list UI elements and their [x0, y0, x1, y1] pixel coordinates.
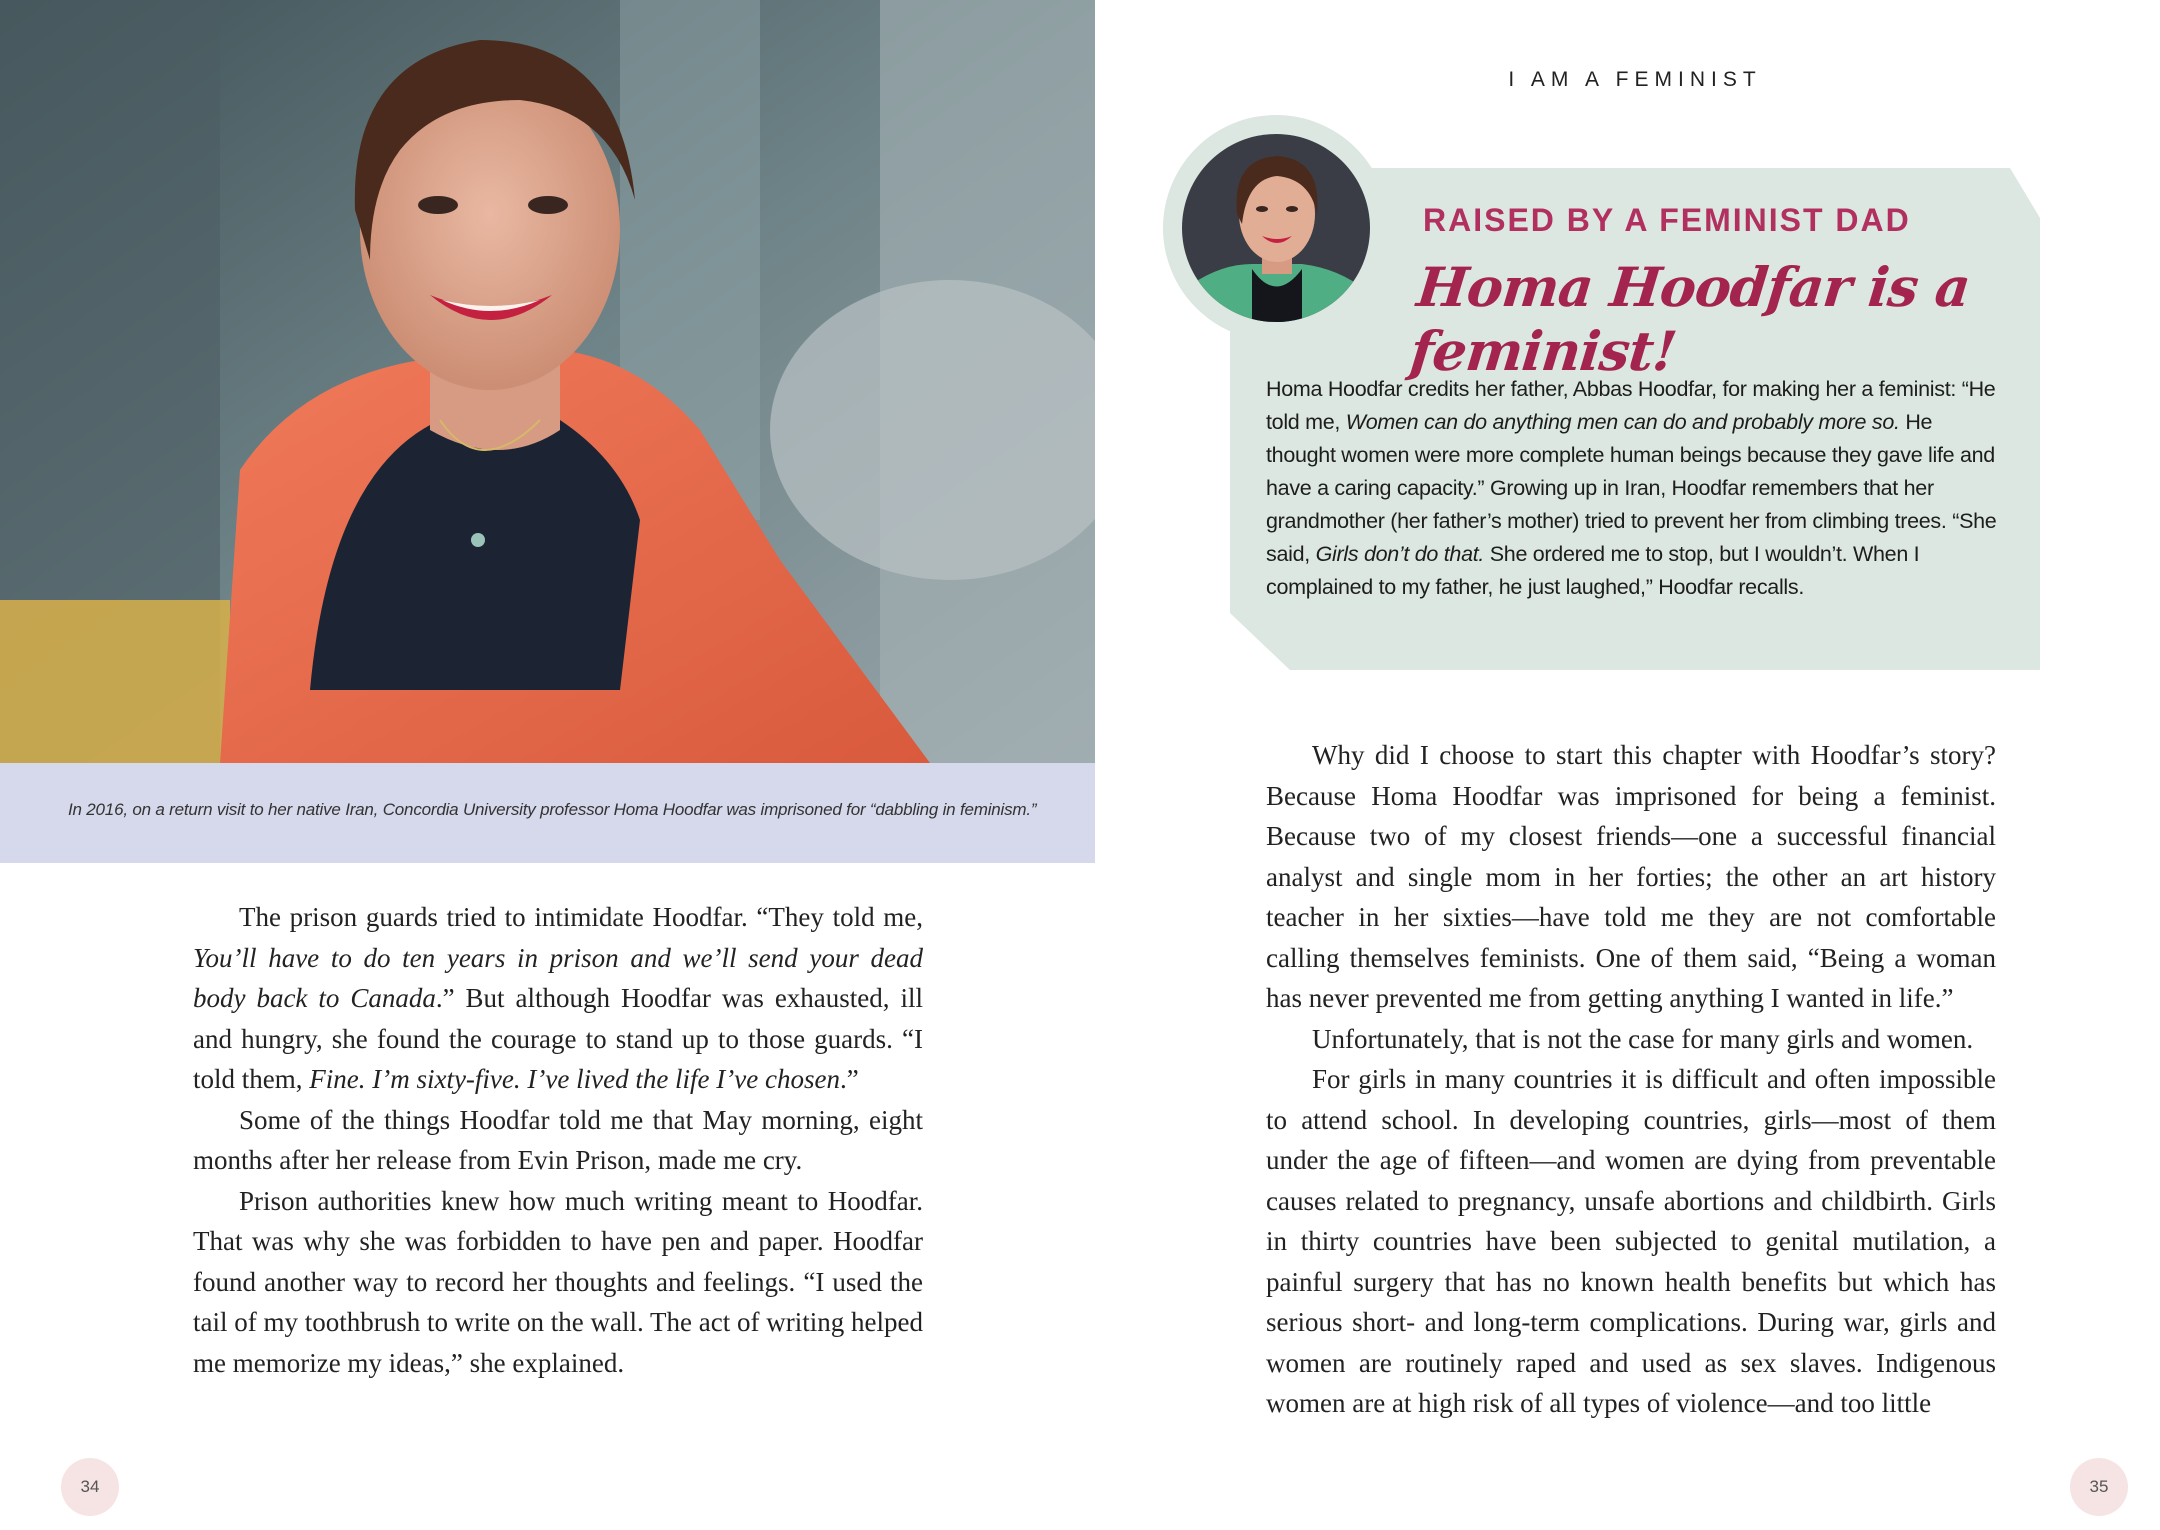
running-header: I AM A FEMINIST: [1508, 68, 1762, 91]
right-body-text: [1266, 735, 1996, 1424]
paragraph: Why did I choose to start this chapter with Hoodfar’s story? Because Homa Hoodfar was imprisoned for being a feminist. Because two of my closest friends—one a successful financial analyst and single mom in her forties; the other an art history teacher in her sixties—have told me they are not comfortable calling themselves feminists. One of them said, “Being a woman has never prevented me from getting anything I wanted in life.”: [1266, 740, 1996, 1013]
paragraph: For girls in many countries it is difficult and often impossible to attend school. In developing countries, girls—most of them under the age of fifteen—and women are dying from preventable causes related to pregnancy, unsafe abortions and childbirth. Girls in thirty countries have been subjected to genital mutilation, a painful surgery that has no known health benefits but which has serious short- and long-term complications. During war, girls and women are routinely raped and used as sex slaves. Indigenous women are at high risk of all types of violence—and too little: [1266, 1064, 1996, 1418]
page-number-left: 34: [61, 1458, 119, 1516]
left-body-text: [193, 897, 923, 1383]
sidebar-paragraph: Homa Hoodfar credits her father, Abbas Hoodfar, for making her a feminist: “He told me, Women can do anything men can do and probably more so. He thought women were more complete human beings because they gave life and have a caring capacity.” Growing up in Iran, Hoodfar remembers that her grandmother (her father’s mother) tried to prevent her from climbing trees. “She said, Girls don’t do that. She ordered me to stop, but I wouldn’t. When I complained to my father, he just laughed,” Hoodfar recalls.: [1266, 377, 1997, 599]
sidebar-title: Homa Hoodfar is a feminist!: [1407, 255, 1973, 383]
sidebar-body: [1266, 373, 2006, 604]
main-portrait-photo: [0, 0, 1095, 763]
portrait-illustration: [0, 0, 1095, 763]
paragraph: The prison guards tried to intimidate Hoodfar. “They told me, You’ll have to do ten years in prison and we’ll send your dead body back to Canada.” But although Hoodfar was exhausted, ill and hungry, she found the courage to stand up to those guards. “I told them, Fine. I’m sixty-five. I’ve lived the life I’ve chosen.”: [193, 902, 923, 1094]
sidebar-portrait-illustration: [1182, 134, 1370, 322]
sidebar-kicker: RAISED BY A FEMINIST DAD: [1423, 202, 1911, 238]
paragraph: Unfortunately, that is not the case for many girls and women.: [1312, 1023, 1974, 1054]
paragraph: Prison authorities knew how much writing meant to Hoodfar. That was why she was forbidden to have pen and paper. Hoodfar found another way to record her thoughts and feelings. “I used the tail of my toothbrush to write on the wall. The act of writing helped me memorize my ideas,” she explained.: [193, 1185, 923, 1378]
sidebar-portrait-photo: [1182, 134, 1370, 322]
page-number-right: 35: [2070, 1458, 2128, 1516]
photo-caption: In 2016, on a return visit to her native Iran, Concordia University professor Homa Hoodfar was imprisoned for “dabbling in feminism.”: [68, 800, 1037, 819]
paragraph: Some of the things Hoodfar told me that May morning, eight months after her release from Evin Prison, made me cry.: [193, 1104, 923, 1175]
